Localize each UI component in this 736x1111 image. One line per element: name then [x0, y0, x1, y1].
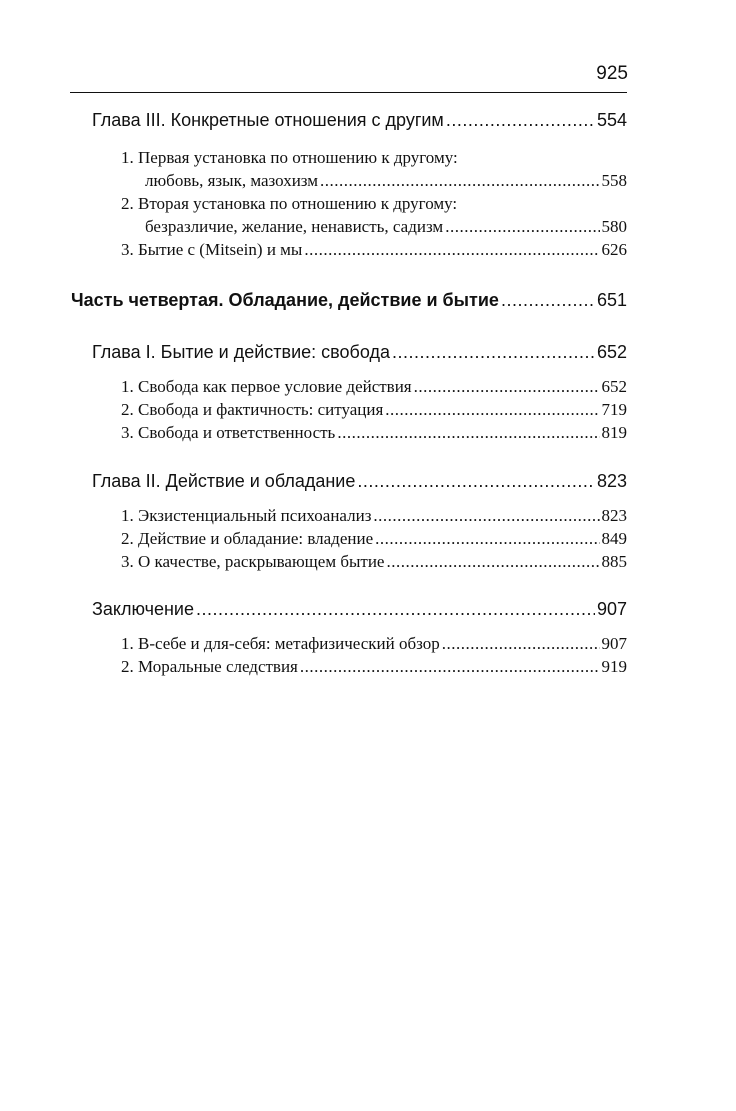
- toc-title: 1. Экзистенциальный психоанализ: [121, 506, 372, 525]
- dot-leader: [446, 110, 595, 131]
- dot-leader: [373, 506, 599, 526]
- toc-title: 1. Свобода как первое условие действия: [121, 377, 412, 396]
- toc-section-text[interactable]: 2. Вторая установка по отношению к другому:: [121, 194, 458, 213]
- dot-leader: [337, 423, 599, 443]
- toc-section[interactable]: [121, 529, 627, 549]
- toc-page: 626: [601, 240, 627, 259]
- toc-title: 3. О качестве, раскрывающем бытие: [121, 552, 385, 571]
- toc-page: 823: [596, 471, 627, 491]
- toc-page: 580: [601, 217, 627, 236]
- toc-section[interactable]: [121, 634, 627, 654]
- toc-part-4[interactable]: [71, 290, 627, 311]
- toc-title: 2. Свобода и фактичность: ситуация: [121, 400, 384, 419]
- dot-leader: [304, 240, 599, 260]
- toc-page: 907: [596, 599, 627, 619]
- toc-title: 2. Моральные следствия: [121, 657, 298, 676]
- dot-leader: [375, 529, 599, 549]
- toc-section-text[interactable]: 1. Первая установка по отношению к другому:: [121, 148, 458, 167]
- toc-title: Часть четвертая. Обладание, действие и бытие: [71, 290, 499, 310]
- dot-leader: [414, 377, 600, 397]
- toc-conclusion[interactable]: [92, 599, 627, 620]
- toc-page: 819: [601, 423, 627, 442]
- dot-leader: [392, 342, 595, 363]
- toc-chapter-1[interactable]: [92, 342, 627, 363]
- toc-title: 1. В-себе и для-себя: метафизический обзор: [121, 634, 440, 653]
- toc-title: Глава III. Конкретные отношения с другим: [92, 110, 444, 130]
- toc-section[interactable]: [145, 171, 627, 191]
- toc-page: 558: [601, 171, 627, 190]
- toc-section[interactable]: [121, 423, 627, 443]
- toc-chapter-3[interactable]: [92, 110, 627, 131]
- toc-title: 3. Бытие с (Mitsein) и мы: [121, 240, 303, 259]
- dot-leader: [442, 634, 600, 654]
- toc-page: 651: [596, 290, 627, 310]
- toc-section[interactable]: [121, 552, 627, 572]
- toc-page: 719: [601, 400, 627, 419]
- toc-section[interactable]: [121, 240, 627, 260]
- toc-page: 907: [601, 634, 627, 653]
- dot-leader: [445, 217, 599, 237]
- dot-leader: [501, 290, 595, 311]
- toc-page: 919: [601, 657, 627, 676]
- toc-section[interactable]: [121, 506, 627, 526]
- toc-page: 823: [601, 506, 627, 525]
- toc-title: любовь, язык, мазохизм: [145, 171, 319, 190]
- toc-section[interactable]: [121, 657, 627, 677]
- toc-title: Глава II. Действие и обладание: [92, 471, 356, 491]
- dot-leader: [386, 552, 599, 572]
- toc-section[interactable]: [121, 377, 627, 397]
- dot-leader: [300, 657, 600, 677]
- toc-page: 554: [596, 110, 627, 130]
- dot-leader: [196, 599, 595, 620]
- dot-leader: [320, 171, 599, 191]
- toc-section[interactable]: [121, 400, 627, 420]
- toc-page: 885: [601, 552, 627, 571]
- dot-leader: [385, 400, 599, 420]
- toc-title: Глава I. Бытие и действие: свобода: [92, 342, 390, 362]
- dot-leader: [357, 471, 595, 492]
- toc-title: Заключение: [92, 599, 194, 619]
- toc-title: безразличие, желание, ненависть, садизм: [145, 217, 444, 236]
- toc-title: 3. Свобода и ответственность: [121, 423, 336, 442]
- toc-page: 849: [601, 529, 627, 548]
- toc-page: 652: [596, 342, 627, 362]
- toc-section[interactable]: [145, 217, 627, 237]
- toc-title: 2. Действие и обладание: владение: [121, 529, 374, 548]
- toc-chapter-2[interactable]: [92, 471, 627, 492]
- toc-page: 652: [601, 377, 627, 396]
- page-number: 925: [596, 63, 628, 84]
- header-rule: [70, 92, 627, 93]
